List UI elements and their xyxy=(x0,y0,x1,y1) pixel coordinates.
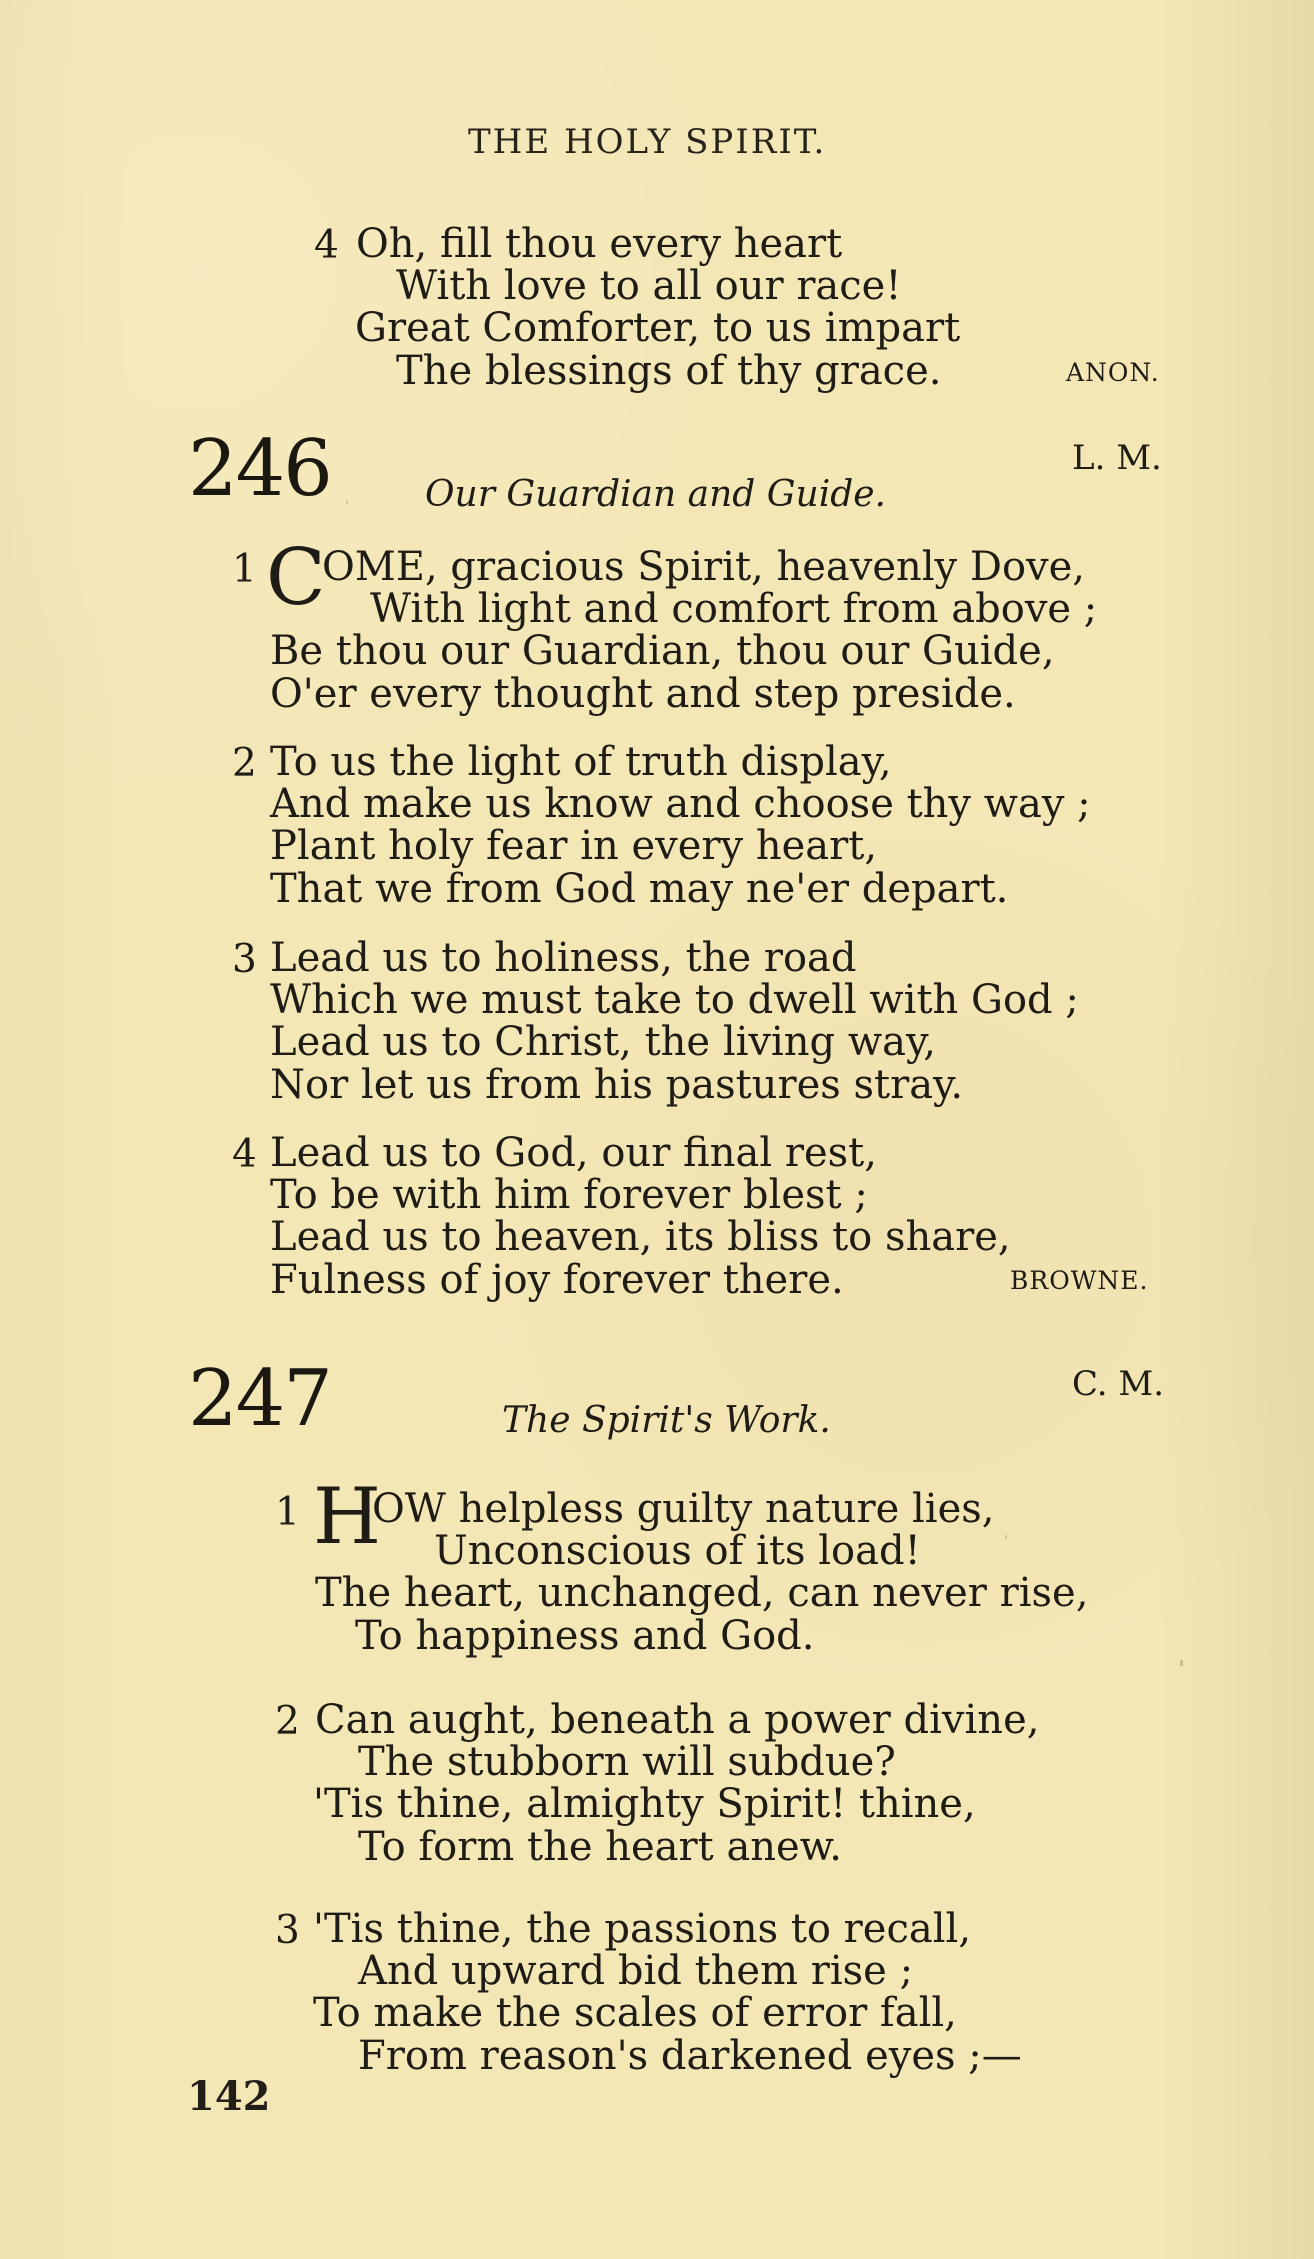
hymn-246-verse-2-line-1: To us the light of truth display, xyxy=(270,739,892,785)
hymn-246-verse-4-line-3: Lead us to heaven, its bliss to share, xyxy=(270,1214,1011,1260)
hymn-247-verse-1-line-4: To happiness and God. xyxy=(355,1613,815,1659)
hymn-247-verse-2-line-4: To form the heart anew. xyxy=(358,1824,842,1870)
hymn-246-verse-2-number: 2 xyxy=(232,741,257,786)
hymn-246-verse-4-line-4: Fulness of joy forever there. xyxy=(270,1257,844,1303)
hymn-247-verse-2-line-1: Can aught, beneath a power divine, xyxy=(315,1697,1040,1743)
hymn-247-verse-3-line-2: And upward bid them rise ; xyxy=(358,1948,914,1994)
hymn-246-verse-1-number: 1 xyxy=(232,547,257,592)
hymn-247-number: 247 xyxy=(188,1354,331,1444)
hymn-246-verse-3-line-2: Which we must take to dwell with God ; xyxy=(270,977,1079,1023)
hymn-246-meter: L. M. xyxy=(1072,438,1162,478)
hymn-247-verse-3-line-3: To make the scales of error fall, xyxy=(313,1990,957,2036)
hymn-247-title: The Spirit's Work. xyxy=(502,1400,831,1441)
hymn-247-verse-2-line-2: The stubborn will subdue? xyxy=(358,1739,896,1785)
hymn-246-verse-1-line-1: OME, gracious Spirit, heavenly Dove, xyxy=(322,544,1086,590)
hymn-247-verse-1-number: 1 xyxy=(275,1490,300,1535)
running-header: THE HOLY SPIRIT. xyxy=(468,122,827,162)
hymn-247-meter: C. M. xyxy=(1072,1364,1165,1404)
paper-speck xyxy=(1005,1535,1007,1539)
hymn-246-verse-4-line-1: Lead us to God, our final rest, xyxy=(270,1130,877,1176)
previous-hymn-line-3: Great Comforter, to us impart xyxy=(355,305,961,351)
hymn-247-verse-1-line-2: Unconscious of its load! xyxy=(434,1528,921,1574)
hymn-247-verse-2-number: 2 xyxy=(275,1699,300,1744)
paper-speck xyxy=(1180,1660,1183,1666)
previous-hymn-line-2: With love to all our race! xyxy=(396,263,902,309)
hymn-247-verse-3-line-1: 'Tis thine, the passions to recall, xyxy=(313,1906,972,1952)
previous-hymn-line-4: The blessings of thy grace. xyxy=(396,348,942,394)
hymn-246-verse-1-line-3: Be thou our Guardian, thou our Guide, xyxy=(270,628,1055,674)
hymn-247-verse-1-line-1: OW helpless guilty nature lies, xyxy=(372,1486,995,1532)
hymn-247-verse-3-line-4: From reason's darkened eyes ;— xyxy=(358,2033,1022,2079)
hymn-246-verse-4-line-2: To be with him forever blest ; xyxy=(270,1172,868,1218)
hymn-246-verse-3-number: 3 xyxy=(232,937,257,982)
hymn-246-verse-2-line-4: That we from God may ne'er depart. xyxy=(270,866,1009,912)
page-number: 142 xyxy=(187,2073,271,2120)
hymn-246-verse-3-line-1: Lead us to holiness, the road xyxy=(270,935,857,981)
hymn-246-verse-3-line-3: Lead us to Christ, the living way, xyxy=(270,1019,936,1065)
paper-speck xyxy=(346,500,348,504)
hymn-246-verse-4-number: 4 xyxy=(232,1132,257,1177)
previous-hymn-author: ANON. xyxy=(1066,358,1160,387)
previous-hymn-line-1: Oh, fill thou every heart xyxy=(356,221,843,267)
hymn-246-author: BROWNE. xyxy=(1010,1266,1149,1295)
hymn-246-verse-1-line-2: With light and comfort from above ; xyxy=(370,586,1098,632)
hymn-247-verse-1-line-3: The heart, unchanged, can never rise, xyxy=(315,1570,1089,1616)
hymn-246-dropcap: C xyxy=(266,533,326,623)
hymn-246-number: 246 xyxy=(188,424,331,514)
hymn-246-title: Our Guardian and Guide. xyxy=(425,474,887,515)
hymn-246-verse-2-line-2: And make us know and choose thy way ; xyxy=(270,781,1091,827)
previous-hymn-verse-number: 4 xyxy=(314,223,339,268)
hymn-247-verse-2-line-3: 'Tis thine, almighty Spirit! thine, xyxy=(313,1781,976,1827)
hymn-247-dropcap: H xyxy=(313,1472,382,1562)
hymn-246-verse-3-line-4: Nor let us from his pastures stray. xyxy=(270,1062,964,1108)
hymn-246-verse-1-line-4: O'er every thought and step preside. xyxy=(270,671,1016,717)
hymn-247-verse-3-number: 3 xyxy=(275,1908,300,1953)
hymn-246-verse-2-line-3: Plant holy fear in every heart, xyxy=(270,823,878,869)
